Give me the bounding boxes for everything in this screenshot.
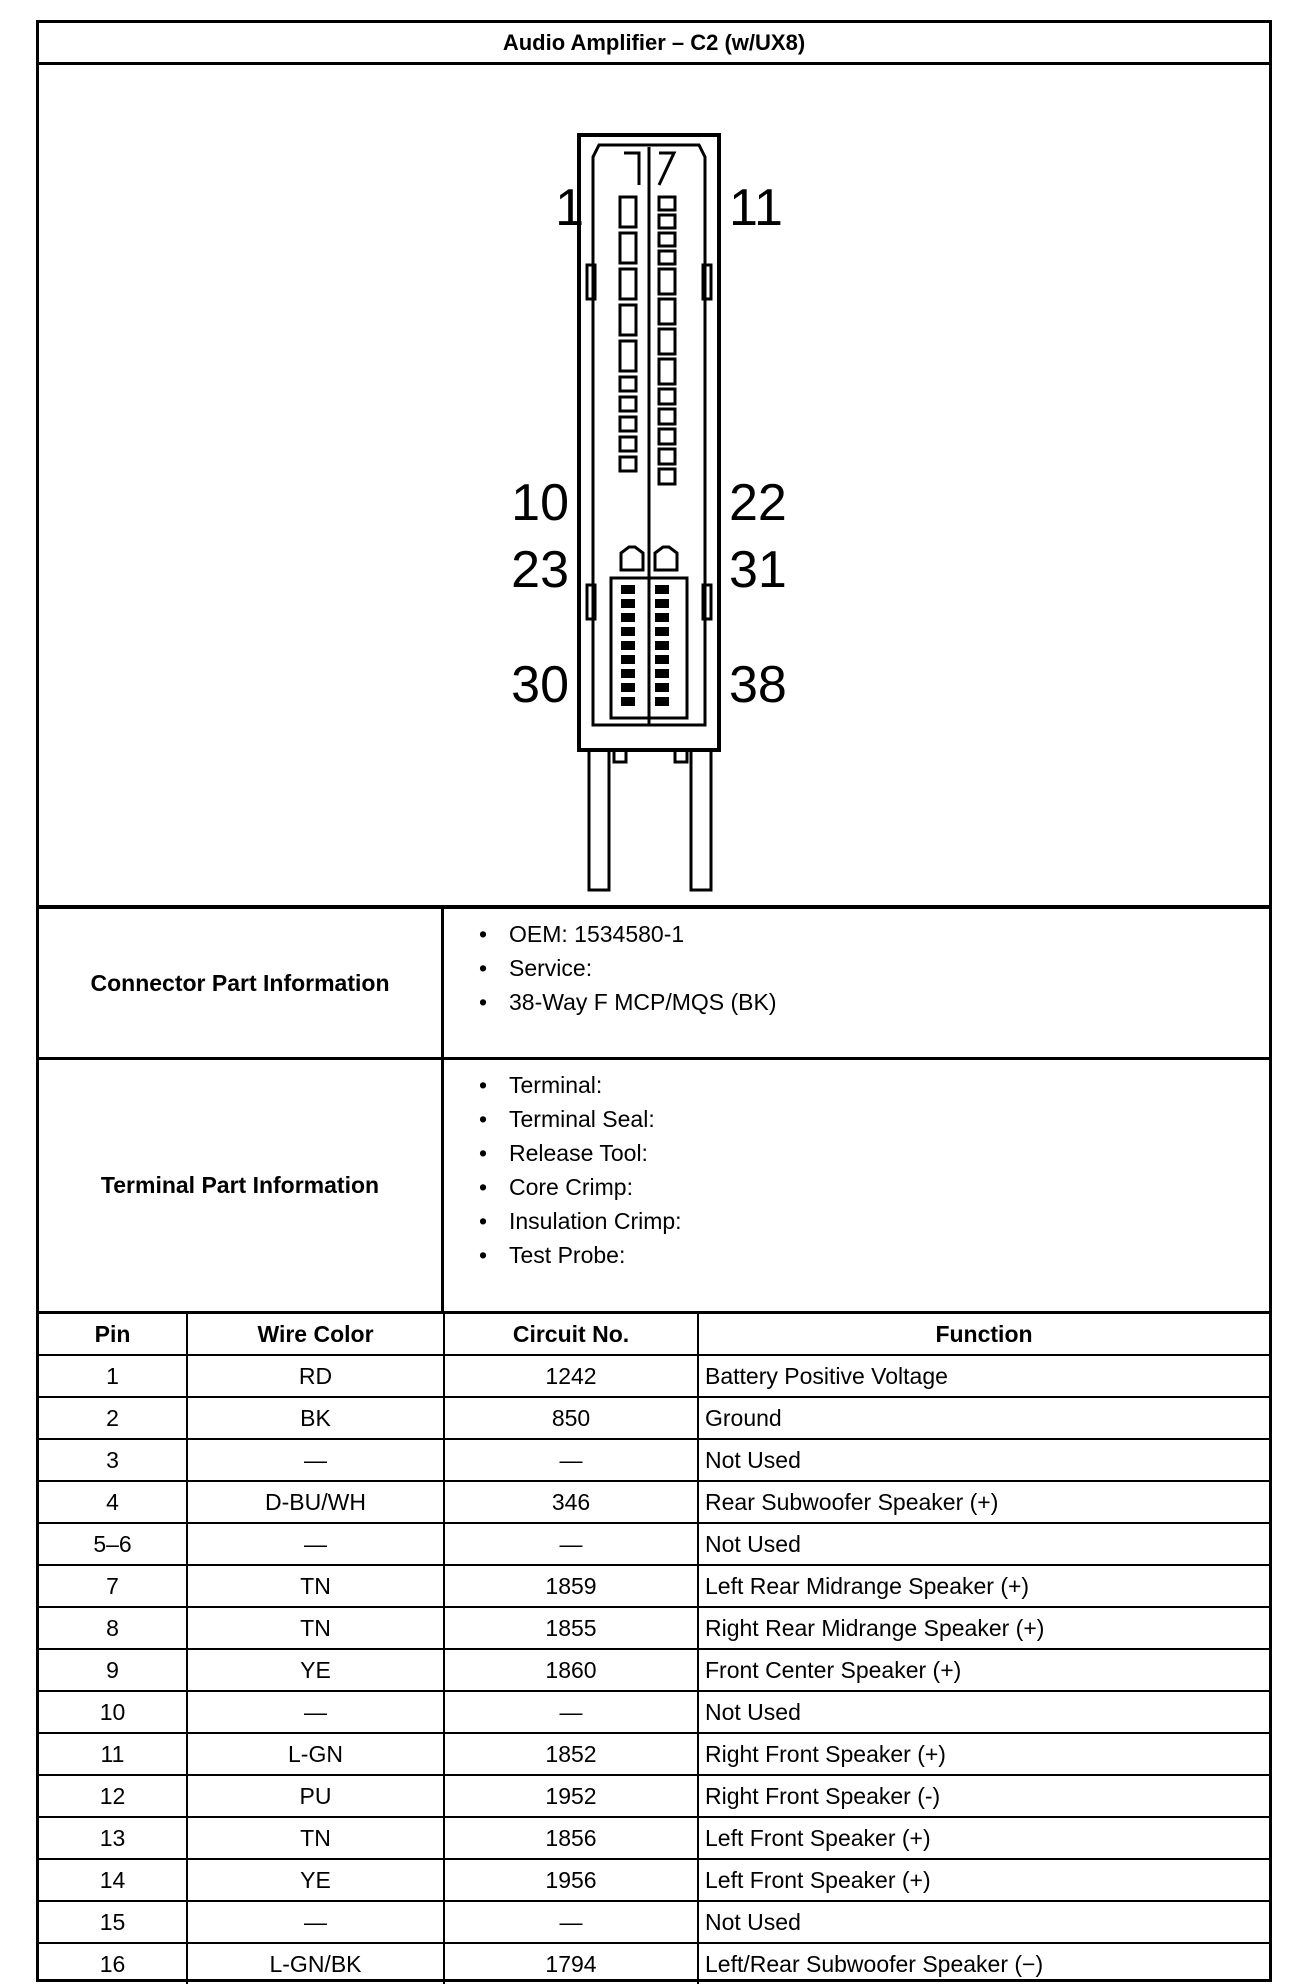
- cavity-right-6: [659, 299, 675, 324]
- cell-function: Ground: [698, 1397, 1269, 1439]
- lower-cavity-l-9: [621, 697, 635, 706]
- lower-cavity-r-6: [655, 655, 669, 664]
- pinout-rows: [39, 1355, 1269, 1984]
- list-item: • Test Probe:: [479, 1242, 626, 1268]
- cell-function: Left Rear Midrange Speaker (+): [698, 1565, 1269, 1607]
- table-row: [39, 1439, 1269, 1481]
- side-tab-left-upper: [587, 265, 595, 299]
- cell-pin: 9: [39, 1649, 187, 1691]
- table-row: [39, 1817, 1269, 1859]
- cavity-right-2: [659, 215, 675, 228]
- table-row: [39, 1397, 1269, 1439]
- leg-left: [589, 750, 609, 890]
- pin-label-23: 23: [511, 541, 569, 599]
- cell-circuit-no: 1852: [444, 1733, 698, 1775]
- lower-cavity-r-1: [655, 585, 669, 594]
- cell-pin: 2: [39, 1397, 187, 1439]
- cell-wire-color: TN: [187, 1565, 444, 1607]
- connector-diagram: [39, 65, 1269, 909]
- cell-circuit-no: 1242: [444, 1355, 698, 1397]
- cell-wire-color: —: [187, 1523, 444, 1565]
- terminal-part-information: [39, 1060, 1269, 1314]
- cavity-right-10: [659, 409, 675, 424]
- table-row: [39, 1733, 1269, 1775]
- lower-cavity-r-2: [655, 599, 669, 608]
- page-title: Audio Amplifier – C2 (w/UX8): [39, 23, 1269, 65]
- cell-circuit-no: 1860: [444, 1649, 698, 1691]
- side-tab-right-lower: [703, 585, 711, 619]
- cell-function: Rear Subwoofer Speaker (+): [698, 1481, 1269, 1523]
- list-item: • 38-Way F MCP/MQS (BK): [479, 989, 777, 1015]
- side-tab-left-lower: [587, 585, 595, 619]
- terminal-part-list: [459, 1068, 682, 1272]
- cell-circuit-no: 1859: [444, 1565, 698, 1607]
- cell-pin: 12: [39, 1775, 187, 1817]
- cell-function: Not Used: [698, 1439, 1269, 1481]
- cell-circuit-no: 1794: [444, 1943, 698, 1984]
- table-row: [39, 1859, 1269, 1901]
- pin-label-31: 31: [729, 541, 787, 599]
- cell-function: Right Front Speaker (-): [698, 1775, 1269, 1817]
- cell-function: Left Front Speaker (+): [698, 1859, 1269, 1901]
- cell-circuit-no: 1956: [444, 1859, 698, 1901]
- cell-wire-color: —: [187, 1439, 444, 1481]
- lower-cavity-r-7: [655, 669, 669, 678]
- list-item: • OEM: 1534580-1: [479, 921, 685, 947]
- table-row: [39, 1355, 1269, 1397]
- lower-cavity-l-3: [621, 613, 635, 622]
- cell-wire-color: BK: [187, 1397, 444, 1439]
- header-function: Function: [698, 1314, 1269, 1355]
- connector-face-view: [39, 65, 1269, 905]
- lower-cavity-r-8: [655, 683, 669, 692]
- cavity-right-5: [659, 269, 675, 294]
- cavity-left-1: [620, 197, 636, 227]
- cell-function: Right Rear Midrange Speaker (+): [698, 1607, 1269, 1649]
- cell-circuit-no: 850: [444, 1397, 698, 1439]
- lower-cavity-r-9: [655, 697, 669, 706]
- lower-cavity-l-7: [621, 669, 635, 678]
- cell-circuit-no: 346: [444, 1481, 698, 1523]
- list-item: • Insulation Crimp:: [479, 1208, 682, 1234]
- lower-cavity-r-4: [655, 627, 669, 636]
- lower-cavity-r-5: [655, 641, 669, 650]
- cell-circuit-no: —: [444, 1691, 698, 1733]
- header-circuit-no: Circuit No.: [444, 1314, 698, 1355]
- cavity-left-3: [620, 269, 636, 299]
- cavity-right-4: [659, 251, 675, 264]
- cell-function: Left Front Speaker (+): [698, 1817, 1269, 1859]
- cell-pin: 10: [39, 1691, 187, 1733]
- cell-function: Right Front Speaker (+): [698, 1733, 1269, 1775]
- cell-wire-color: L-GN: [187, 1733, 444, 1775]
- table-row: [39, 1565, 1269, 1607]
- lower-cavity-l-8: [621, 683, 635, 692]
- cell-wire-color: RD: [187, 1355, 444, 1397]
- cell-function: Not Used: [698, 1523, 1269, 1565]
- cell-function: Not Used: [698, 1691, 1269, 1733]
- cell-pin: 1: [39, 1355, 187, 1397]
- pin-label-38: 38: [729, 656, 787, 714]
- pin-label-30: 30: [511, 656, 569, 714]
- lower-cavity-r-3: [655, 613, 669, 622]
- cell-function: Battery Positive Voltage: [698, 1355, 1269, 1397]
- cell-wire-color: —: [187, 1691, 444, 1733]
- cell-pin: 7: [39, 1565, 187, 1607]
- cavity-right-11: [659, 429, 675, 444]
- cell-wire-color: YE: [187, 1649, 444, 1691]
- cavity-left-6: [620, 377, 636, 391]
- list-item: • Core Crimp:: [479, 1174, 633, 1200]
- cell-wire-color: —: [187, 1901, 444, 1943]
- cell-pin: 5–6: [39, 1523, 187, 1565]
- table-row: [39, 1901, 1269, 1943]
- cavity-left-9: [620, 437, 636, 451]
- cavity-right-9: [659, 389, 675, 404]
- cavity-right-13: [659, 469, 675, 484]
- cavity-left-2: [620, 233, 636, 263]
- cell-circuit-no: —: [444, 1901, 698, 1943]
- lower-cavity-l-2: [621, 599, 635, 608]
- list-item: • Terminal:: [479, 1072, 603, 1098]
- latch-left: [624, 153, 639, 185]
- cell-pin: 14: [39, 1859, 187, 1901]
- pin-label-22: 22: [729, 474, 787, 532]
- table-row: [39, 1523, 1269, 1565]
- table-row: [39, 1649, 1269, 1691]
- latch-right: [659, 153, 674, 185]
- cell-function: Not Used: [698, 1901, 1269, 1943]
- cavity-left-4: [620, 305, 636, 335]
- cavity-right-8: [659, 359, 675, 384]
- cell-function: Left/Rear Subwoofer Speaker (−): [698, 1943, 1269, 1984]
- cell-pin: 13: [39, 1817, 187, 1859]
- cell-pin: 15: [39, 1901, 187, 1943]
- list-item: • Terminal Seal:: [479, 1106, 655, 1132]
- cavity-left-10: [620, 457, 636, 471]
- key-right: [655, 547, 677, 570]
- connector-part-label: Connector Part Information: [39, 909, 444, 1057]
- key-left: [621, 547, 643, 570]
- cavity-left-7: [620, 397, 636, 411]
- cell-circuit-no: —: [444, 1439, 698, 1481]
- cell-wire-color: YE: [187, 1859, 444, 1901]
- cell-wire-color: L-GN/BK: [187, 1943, 444, 1984]
- table-header-row: [39, 1314, 1269, 1355]
- header-wire-color: Wire Color: [187, 1314, 444, 1355]
- cell-pin: 11: [39, 1733, 187, 1775]
- cavity-right-3: [659, 233, 675, 246]
- connector-sheet: [36, 20, 1272, 1982]
- terminal-part-label: Terminal Part Information: [39, 1060, 444, 1311]
- table-row: [39, 1691, 1269, 1733]
- cell-wire-color: TN: [187, 1607, 444, 1649]
- cell-pin: 16: [39, 1943, 187, 1984]
- side-tab-right-upper: [703, 265, 711, 299]
- cell-circuit-no: —: [444, 1523, 698, 1565]
- pinout-table: [39, 1314, 1269, 1984]
- lower-cavity-l-6: [621, 655, 635, 664]
- cell-wire-color: TN: [187, 1817, 444, 1859]
- table-row: [39, 1943, 1269, 1984]
- cell-pin: 3: [39, 1439, 187, 1481]
- connector-part-information: [39, 909, 1269, 1060]
- cell-circuit-no: 1855: [444, 1607, 698, 1649]
- cell-pin: 8: [39, 1607, 187, 1649]
- table-row: [39, 1607, 1269, 1649]
- cell-function: Front Center Speaker (+): [698, 1649, 1269, 1691]
- pin-label-11: 11: [729, 179, 783, 237]
- lower-cavities: [621, 585, 669, 706]
- cavity-right-12: [659, 449, 675, 464]
- lower-cavity-l-4: [621, 627, 635, 636]
- leg-right: [691, 750, 711, 890]
- cell-wire-color: D-BU/WH: [187, 1481, 444, 1523]
- cavity-left-5: [620, 341, 636, 371]
- table-row: [39, 1481, 1269, 1523]
- cavity-right-1: [659, 197, 675, 210]
- cavity-left-8: [620, 417, 636, 431]
- cavity-right-7: [659, 329, 675, 354]
- pin-label-10: 10: [511, 474, 569, 532]
- list-item: • Release Tool:: [479, 1140, 648, 1166]
- header-pin: Pin: [39, 1314, 187, 1355]
- cell-wire-color: PU: [187, 1775, 444, 1817]
- lower-cavity-l-1: [621, 585, 635, 594]
- list-item: • Service:: [479, 955, 593, 981]
- cell-pin: 4: [39, 1481, 187, 1523]
- pin-label-1: 1: [555, 179, 584, 237]
- cell-circuit-no: 1856: [444, 1817, 698, 1859]
- lower-cavity-l-5: [621, 641, 635, 650]
- cell-circuit-no: 1952: [444, 1775, 698, 1817]
- table-row: [39, 1775, 1269, 1817]
- connector-part-list: [459, 917, 777, 1019]
